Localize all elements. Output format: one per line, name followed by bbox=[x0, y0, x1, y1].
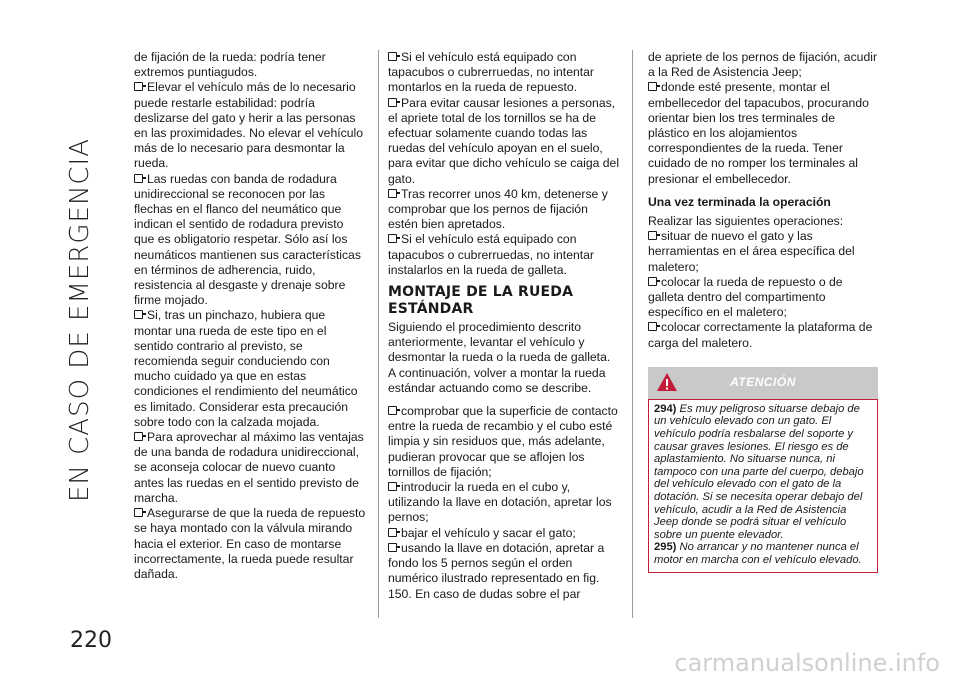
text: colocar la rueda de repuesto o de galleta dentro del compartimento específico en el maletero; bbox=[648, 274, 843, 320]
text-column-2 bbox=[388, 50, 620, 602]
paragraph bbox=[388, 320, 620, 396]
bullet-item bbox=[648, 320, 878, 350]
text: Elevar el vehículo más de lo necesario puede restarle estabilidad: podría deslizarse del gato y herir a las personas en las proximidades. No elevar el vehículo más de lo necesario para desmontar la rueda. bbox=[134, 80, 363, 171]
warning-number: 294) bbox=[654, 402, 677, 415]
text: usando la llave en dotación, apretar a fondo los 5 pernos según el orden numérico ilustrado representado en fig. 150. En caso de dudas sobre el par bbox=[388, 540, 605, 601]
bullet-item bbox=[388, 232, 620, 278]
bullet-icon bbox=[388, 234, 397, 243]
chapter-title: EN CASO DE EMERGENCIA bbox=[65, 137, 95, 503]
text-column-3 bbox=[648, 50, 878, 573]
bullet-icon bbox=[388, 528, 397, 537]
text: donde esté presente, montar el embellecedor del tapacubos, procurando orientar bien los tres terminales de plástico en los alojamientos correspondientes de la rueda. Tener cuidado de no romper los terminales al presionar el embellecedor. bbox=[648, 80, 869, 186]
bullet-icon bbox=[388, 406, 397, 415]
bullet-icon bbox=[648, 322, 657, 331]
spacer bbox=[388, 396, 620, 404]
text: Si el vehículo está equipado con tapacubos o cubrerruedas, no intentar montarlos en la rueda de repuesto. bbox=[388, 50, 594, 95]
column-divider bbox=[632, 50, 633, 618]
text: comprobar que la superficie de contacto entre la rueda de recambio y el cubo esté limpia y sin residuos que, más adelante, pudieran provocar que se aflojen los tornillos de fijación; bbox=[388, 404, 618, 479]
bullet-icon bbox=[134, 310, 143, 319]
warning-title: ATENCIÓN bbox=[730, 375, 796, 390]
bullet-icon bbox=[388, 482, 397, 491]
warning-header bbox=[648, 367, 878, 399]
text-column-1 bbox=[134, 50, 366, 582]
warning-number: 295) bbox=[654, 541, 677, 554]
bullet-icon bbox=[134, 432, 143, 441]
bullet-item bbox=[388, 96, 620, 187]
warning-item bbox=[654, 403, 872, 542]
bullet-item bbox=[388, 526, 620, 541]
text: Siguiendo el procedimiento descrito anteriormente, levantar el vehículo y desmontar la rueda o la rueda de galleta. A continuación, volver a montar la rueda estándar actuando como se describe. bbox=[388, 320, 611, 395]
bullet-item bbox=[134, 506, 366, 582]
watermark: carmanualsonline.info bbox=[674, 649, 940, 677]
bullet-item bbox=[648, 275, 878, 321]
warning-text: Es muy peligroso situarse debajo de un vehículo elevado con un gato. El vehículo podría resbalarse del soporte y causar graves lesiones. El riesgo es de aplastamiento. No situarse nunca, ni tampoco con una parte del cuerpo, debajo del vehículo elevado con el gato de la dotación. Si se necesita operar debajo del vehículo, acudir a la Red de Asistencia Jeep donde se podrá situar el vehículo sobre un puente elevador. bbox=[654, 402, 864, 541]
text: de apriete de los pernos de fijación, acudir a la Red de Asistencia Jeep; bbox=[648, 50, 877, 80]
paragraph bbox=[648, 214, 878, 229]
sub-heading bbox=[648, 195, 878, 210]
bullet-icon bbox=[388, 189, 397, 198]
text: Si el vehículo está equipado con tapacubos o cubrerruedas, no intentar instalarlos en la rueda de galleta. bbox=[388, 232, 594, 277]
bullet-item bbox=[648, 80, 878, 186]
bullet-item bbox=[134, 80, 366, 171]
warning-body bbox=[648, 399, 878, 573]
bullet-item bbox=[134, 172, 366, 309]
text: Realizar las siguientes operaciones: bbox=[648, 214, 844, 229]
warning-text: No arrancar y no mantener nunca el motor en marcha con el vehículo elevado. bbox=[654, 541, 862, 566]
text: de fijación de la rueda: podría tener extremos puntiagudos. bbox=[134, 50, 326, 80]
text: MONTAJE DE LA RUEDA ESTÁNDAR bbox=[388, 284, 574, 318]
text: Las ruedas con banda de rodadura unidireccional se reconocen por las flechas en el flanco del neumático que indican el sentido de rodadura previsto que es obligatorio respetar. Sólo así los neumáticos mantienen sus características en términos de adherencia, ruido, resistencia al desgaste y drenaje sobre firme mojado. bbox=[134, 171, 361, 308]
text: bajar el vehículo y sacar el gato; bbox=[401, 525, 576, 540]
bullet-item bbox=[134, 308, 366, 430]
bullet-item bbox=[648, 229, 878, 275]
bullet-icon bbox=[388, 543, 397, 552]
bullet-icon bbox=[134, 174, 143, 183]
text: situar de nuevo el gato y las herramientas en el área específica del maletero; bbox=[648, 229, 855, 274]
text: Una vez terminada la operación bbox=[648, 194, 831, 209]
bullet-item bbox=[388, 480, 620, 526]
warning-box bbox=[648, 367, 878, 573]
bullet-icon bbox=[648, 82, 657, 91]
paragraph bbox=[134, 50, 366, 80]
bullet-icon bbox=[134, 508, 143, 517]
text: Para evitar causar lesiones a personas, el apriete total de los tornillos se ha de efectuar solamente cuando todas las ruedas del vehículo apoyan en el suelo, para evitar que dicho vehículo se caiga del gato. bbox=[388, 95, 620, 186]
page-number: 220 bbox=[70, 628, 112, 653]
text: Tras recorrer unos 40 km, detenerse y comprobar que los pernos de fijación estén bien apretados. bbox=[388, 186, 608, 232]
warning-item bbox=[654, 541, 872, 566]
bullet-item bbox=[388, 187, 620, 233]
text: Para aprovechar al máximo las ventajas de una banda de rodadura unidireccional, se aconseja colocar de nuevo cuanto antes las ruedas en el sentido previsto de marcha. bbox=[134, 430, 364, 505]
text: Asegurarse de que la rueda de repuesto se haya montado con la válvula mirando hacia el exterior. En caso de montarse incorrectamente, la rueda puede resultar dañada. bbox=[134, 506, 366, 581]
bullet-item bbox=[388, 404, 620, 480]
section-heading bbox=[388, 284, 620, 318]
bullet-item bbox=[134, 430, 366, 506]
bullet-icon bbox=[388, 52, 397, 61]
paragraph bbox=[648, 50, 878, 80]
bullet-icon bbox=[648, 277, 657, 286]
bullet-icon bbox=[388, 98, 397, 107]
bullet-icon bbox=[648, 231, 657, 240]
text: colocar correctamente la plataforma de carga del maletero. bbox=[648, 320, 873, 350]
bullet-icon bbox=[134, 82, 143, 91]
text: introducir la rueda en el cubo y, utilizando la llave en dotación, apretar los pernos; bbox=[388, 480, 612, 525]
bullet-item bbox=[388, 50, 620, 96]
column-divider bbox=[378, 50, 379, 618]
warning-triangle-icon bbox=[656, 372, 678, 392]
text: Si, tras un pinchazo, hubiera que montar una rueda de este tipo en el sentido contrario al previsto, se recomienda seguir conduciendo con mucho cuidado ya que en estas condiciones el rendimiento del neumático es limitado. Considerar esta precaución sobre todo con la calzada mojada. bbox=[134, 308, 358, 429]
bullet-item bbox=[388, 541, 620, 602]
